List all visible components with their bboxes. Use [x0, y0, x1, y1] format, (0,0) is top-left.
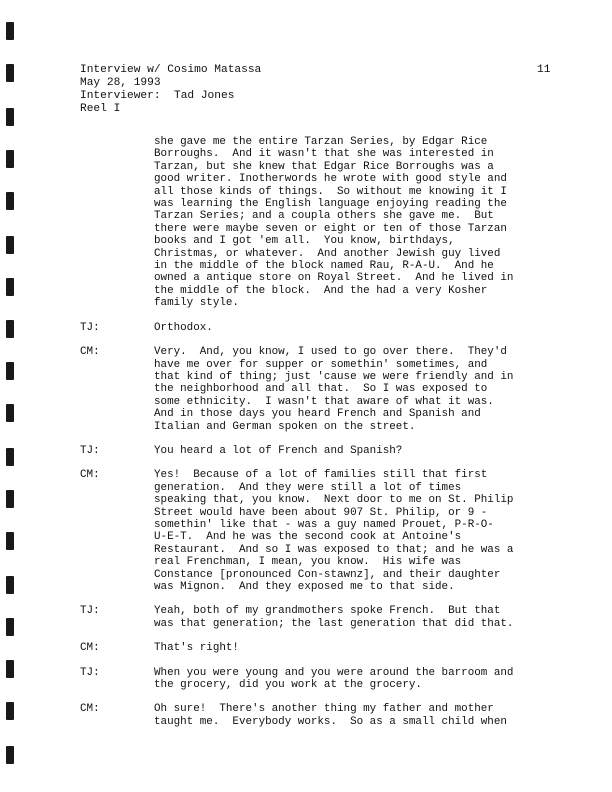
dialogue-entry [80, 445, 560, 457]
dialogue-entry [80, 605, 560, 630]
reel-label: Reel I [80, 103, 121, 115]
binder-hole [6, 746, 14, 764]
dialogue-entry [80, 667, 560, 692]
binder-hole [6, 660, 14, 678]
dialogue-text: Yes! Because of a lot of families still that first generation. And they were still a lot of times speaking that, you know. Next door to me on St. Philip Street would have been about 907 St. Philip, or 9 - somethin' like that - was a guy named Prouet, P-R-O- U-E-T. And he was the second cook at Antoine's Restaurant. And so I was exposed to that; and he was a real Frenchman, I mean, you know. His wife was Constance [pronounced Con-stawnz], and their daughter was Mignon. And they exposed me to that side. [154, 469, 514, 593]
dialogue-entry [80, 346, 560, 433]
binder-hole [6, 618, 14, 636]
interviewer-line: Interviewer: Tad Jones [80, 90, 235, 102]
binder-hole [6, 278, 14, 296]
speaker-label: TJ: [80, 444, 100, 457]
binder-hole [6, 236, 14, 254]
speaker-label: CM: [80, 346, 100, 359]
speaker-label: CM: [80, 642, 100, 655]
binder-hole [6, 64, 14, 82]
binder-hole [6, 108, 14, 126]
dialogue-entry [80, 642, 560, 654]
binder-hole [6, 22, 14, 40]
binder-hole [6, 702, 14, 720]
binder-hole [6, 320, 14, 338]
transcript-header [80, 64, 261, 116]
binder-hole [6, 532, 14, 550]
speaker-label: CM: [80, 703, 100, 716]
binder-hole [6, 362, 14, 380]
dialogue-text: she gave me the entire Tarzan Series, by Edgar Rice Borroughs. And it wasn't that she was interested in Tarzan, but she knew that Edgar Rice Borroughs was a good writer. Inotherwords he wrote with good style and all those kinds of things. So without me knowing it I was learning the English language enjoying reading the Tarzan Series; and a coupla others she gave me. But there were maybe seven or eight or ten of those Tarzan books and I got 'em all. You know, birthdays, Christmas, or whatever. And another Jewish guy lived in the middle of the block named Rau, R-A-U. And he owned a antique store on Royal Street. And he lived in the middle of the block. And the had a very Kosher family style. [154, 136, 514, 310]
binder-holes [6, 0, 18, 792]
dialogue-entry [80, 136, 560, 310]
binder-hole [6, 404, 14, 422]
dialogue-text: You heard a lot of French and Spanish? [154, 444, 403, 457]
binder-hole [6, 192, 14, 210]
binder-hole [6, 490, 14, 508]
binder-hole [6, 576, 14, 594]
dialogue-text: That's right! [154, 642, 239, 655]
dialogue-text: Orthodox. [154, 321, 213, 334]
dialogue-entry [80, 322, 560, 334]
interview-title: Interview w/ Cosimo Matassa [80, 64, 262, 76]
speaker-label: TJ: [80, 321, 100, 334]
dialogue-text: Oh sure! There's another thing my father and mother taught me. Everybody works. So as a small child when [154, 703, 507, 728]
dialogue-text: Very. And, you know, I used to go over there. They'd have me over for supper or somethin' sometimes, and that kind of thing; just 'cause we were friendly and in the neighborhood and all that. So I was exposed to some ethnicity. I wasn't that aware of what it was. And in those days you heard French and Spanish and Italian and German spoken on the street. [154, 346, 514, 433]
binder-hole [6, 150, 14, 168]
transcript-body [80, 136, 560, 740]
page-number: 11 [537, 64, 551, 76]
speaker-label [80, 136, 154, 310]
dialogue-text: When you were young and you were around the barroom and the grocery, did you work at the grocery. [154, 666, 514, 692]
speaker-label: TJ: [80, 666, 100, 679]
dialogue-text: Yeah, both of my grandmothers spoke French. But that was that generation; the last generation that did that. [154, 605, 514, 630]
binder-hole [6, 448, 14, 466]
interview-date: May 28, 1993 [80, 77, 161, 89]
dialogue-entry [80, 703, 560, 728]
speaker-label: CM: [80, 469, 100, 482]
dialogue-entry [80, 469, 560, 593]
speaker-label: TJ: [80, 605, 100, 618]
